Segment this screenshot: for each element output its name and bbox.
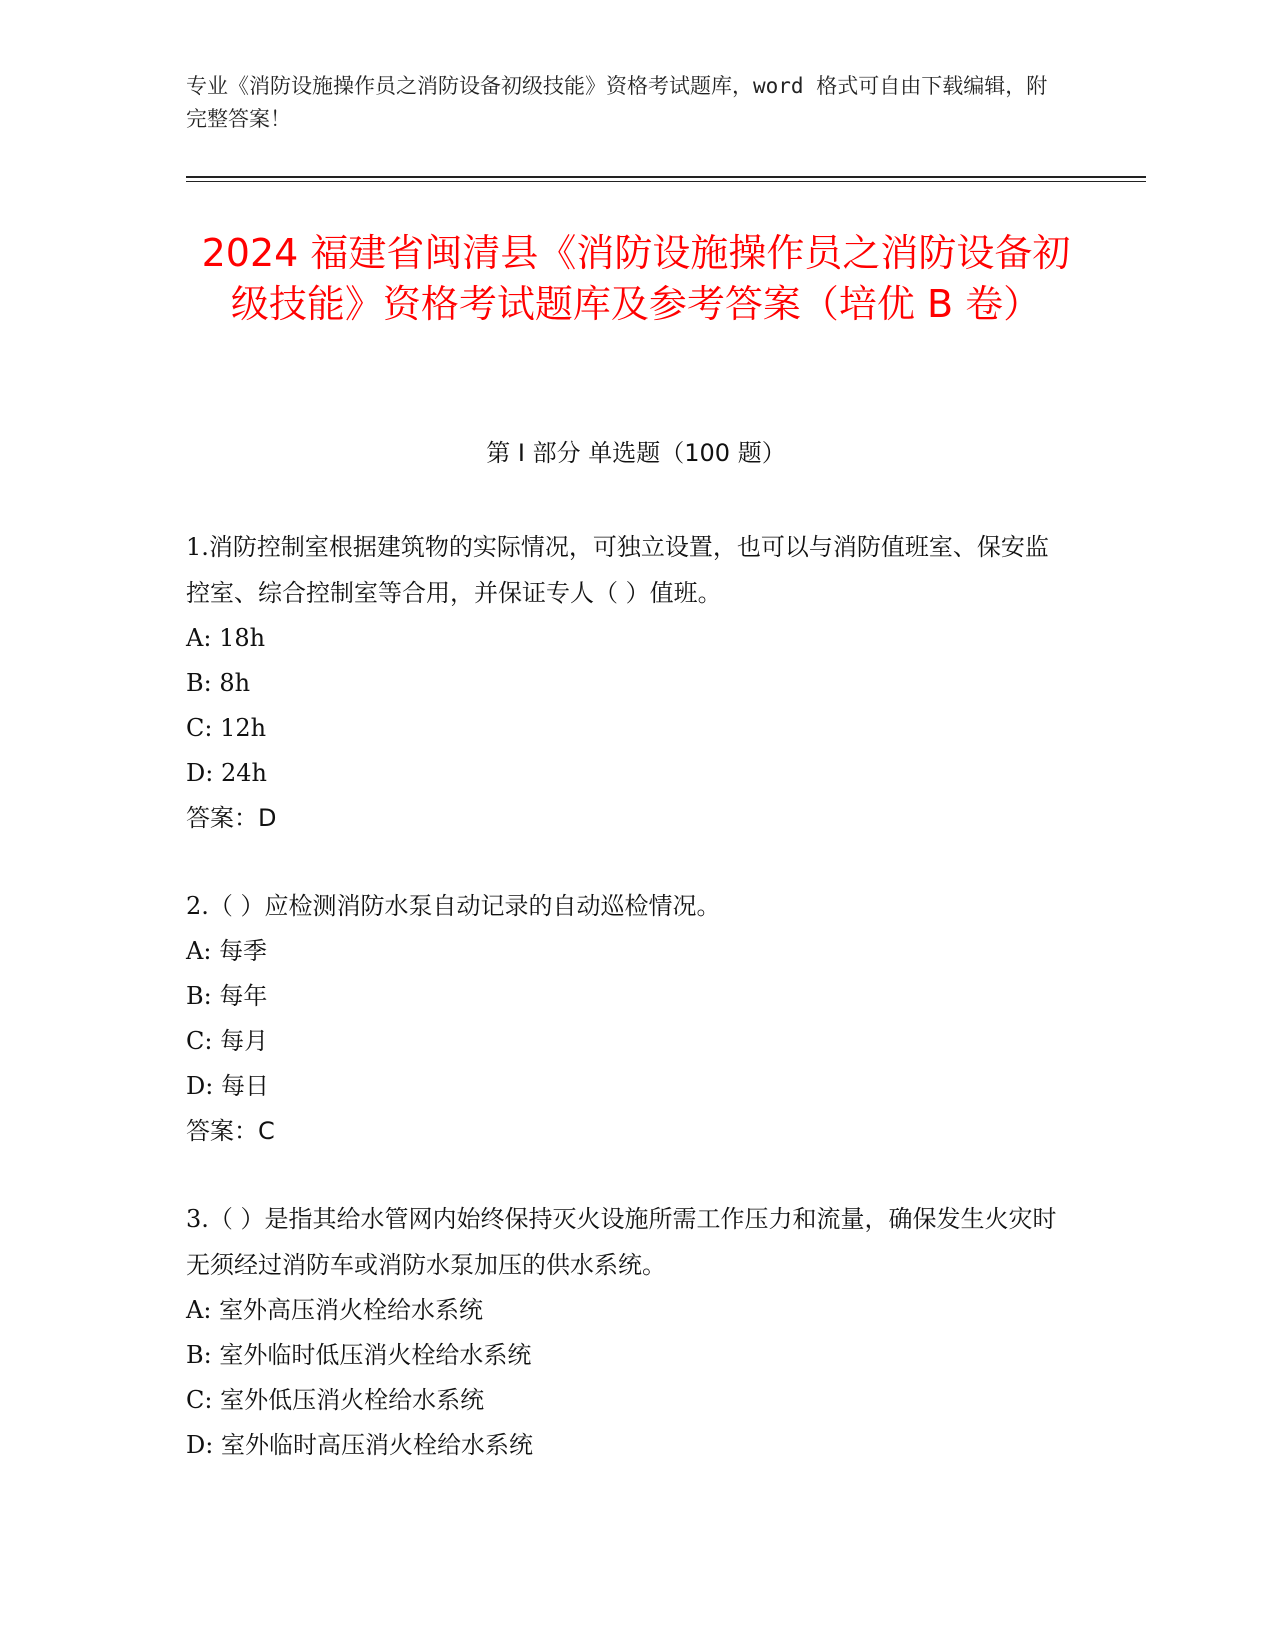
answer: 答案：C bbox=[186, 1117, 275, 1145]
option-c bbox=[186, 1019, 1066, 1064]
option-a bbox=[186, 1288, 1066, 1333]
header-divider bbox=[186, 176, 1146, 178]
option-label: C: bbox=[186, 1027, 213, 1055]
question-list bbox=[186, 524, 1066, 1511]
option-text: 每季 bbox=[219, 937, 268, 965]
question-stem: 3.（ ）是指其给水管网内始终保持灭火设施所需工作压力和流量，确保发生火灾时无须经过消防车或消防水泵加压的供水系统。 bbox=[186, 1205, 1057, 1279]
option-text: 12h bbox=[220, 714, 267, 742]
option-label: A: bbox=[186, 624, 212, 652]
option-b bbox=[186, 1333, 1066, 1378]
option-d bbox=[186, 1423, 1066, 1468]
header-note: 专业《消防设施操作员之消防设备初级技能》资格考试题库，word 格式可自由下载编辑，附完整答案！ bbox=[186, 74, 1048, 131]
question-stem: 1.消防控制室根据建筑物的实际情况，可独立设置，也可以与消防值班室、保安监控室、综合控制室等合用，并保证专人（ ）值班。 bbox=[186, 533, 1049, 607]
option-c bbox=[186, 1378, 1066, 1423]
option-label: C: bbox=[186, 1386, 213, 1414]
option-a bbox=[186, 616, 1066, 661]
option-d bbox=[186, 751, 1066, 796]
option-b bbox=[186, 661, 1066, 706]
option-label: D: bbox=[186, 759, 214, 787]
option-d bbox=[186, 1064, 1066, 1109]
question-3 bbox=[186, 1196, 1066, 1468]
option-text: 8h bbox=[219, 669, 251, 697]
option-a bbox=[186, 929, 1066, 974]
option-b bbox=[186, 974, 1066, 1019]
option-text: 室外临时低压消火栓给水系统 bbox=[219, 1341, 532, 1369]
option-label: A: bbox=[186, 1296, 212, 1324]
section-title: 第 I 部分 单选题（100 题） bbox=[486, 439, 786, 467]
option-c bbox=[186, 706, 1066, 751]
option-label: B: bbox=[186, 669, 212, 697]
option-text: 每月 bbox=[220, 1027, 269, 1055]
document-title: 2024 福建省闽清县《消防设施操作员之消防设备初级技能》资格考试题库及参考答案（培优 B 卷） bbox=[201, 231, 1071, 326]
question-2 bbox=[186, 883, 1066, 1153]
question-stem: 2.（ ）应检测消防水泵自动记录的自动巡检情况。 bbox=[186, 892, 721, 920]
option-text: 室外临时高压消火栓给水系统 bbox=[220, 1431, 533, 1459]
question-1 bbox=[186, 524, 1066, 840]
option-text: 18h bbox=[219, 624, 266, 652]
option-label: B: bbox=[186, 982, 212, 1010]
option-label: C: bbox=[186, 714, 213, 742]
option-text: 每日 bbox=[220, 1072, 269, 1100]
answer: 答案：D bbox=[186, 804, 277, 832]
option-text: 24h bbox=[220, 759, 267, 787]
option-label: D: bbox=[186, 1431, 214, 1459]
option-label: A: bbox=[186, 937, 212, 965]
option-label: B: bbox=[186, 1341, 212, 1369]
option-text: 室外低压消火栓给水系统 bbox=[220, 1386, 485, 1414]
option-label: D: bbox=[186, 1072, 214, 1100]
option-text: 每年 bbox=[219, 982, 268, 1010]
option-text: 室外高压消火栓给水系统 bbox=[219, 1296, 484, 1324]
header-divider-thin bbox=[186, 181, 1146, 182]
